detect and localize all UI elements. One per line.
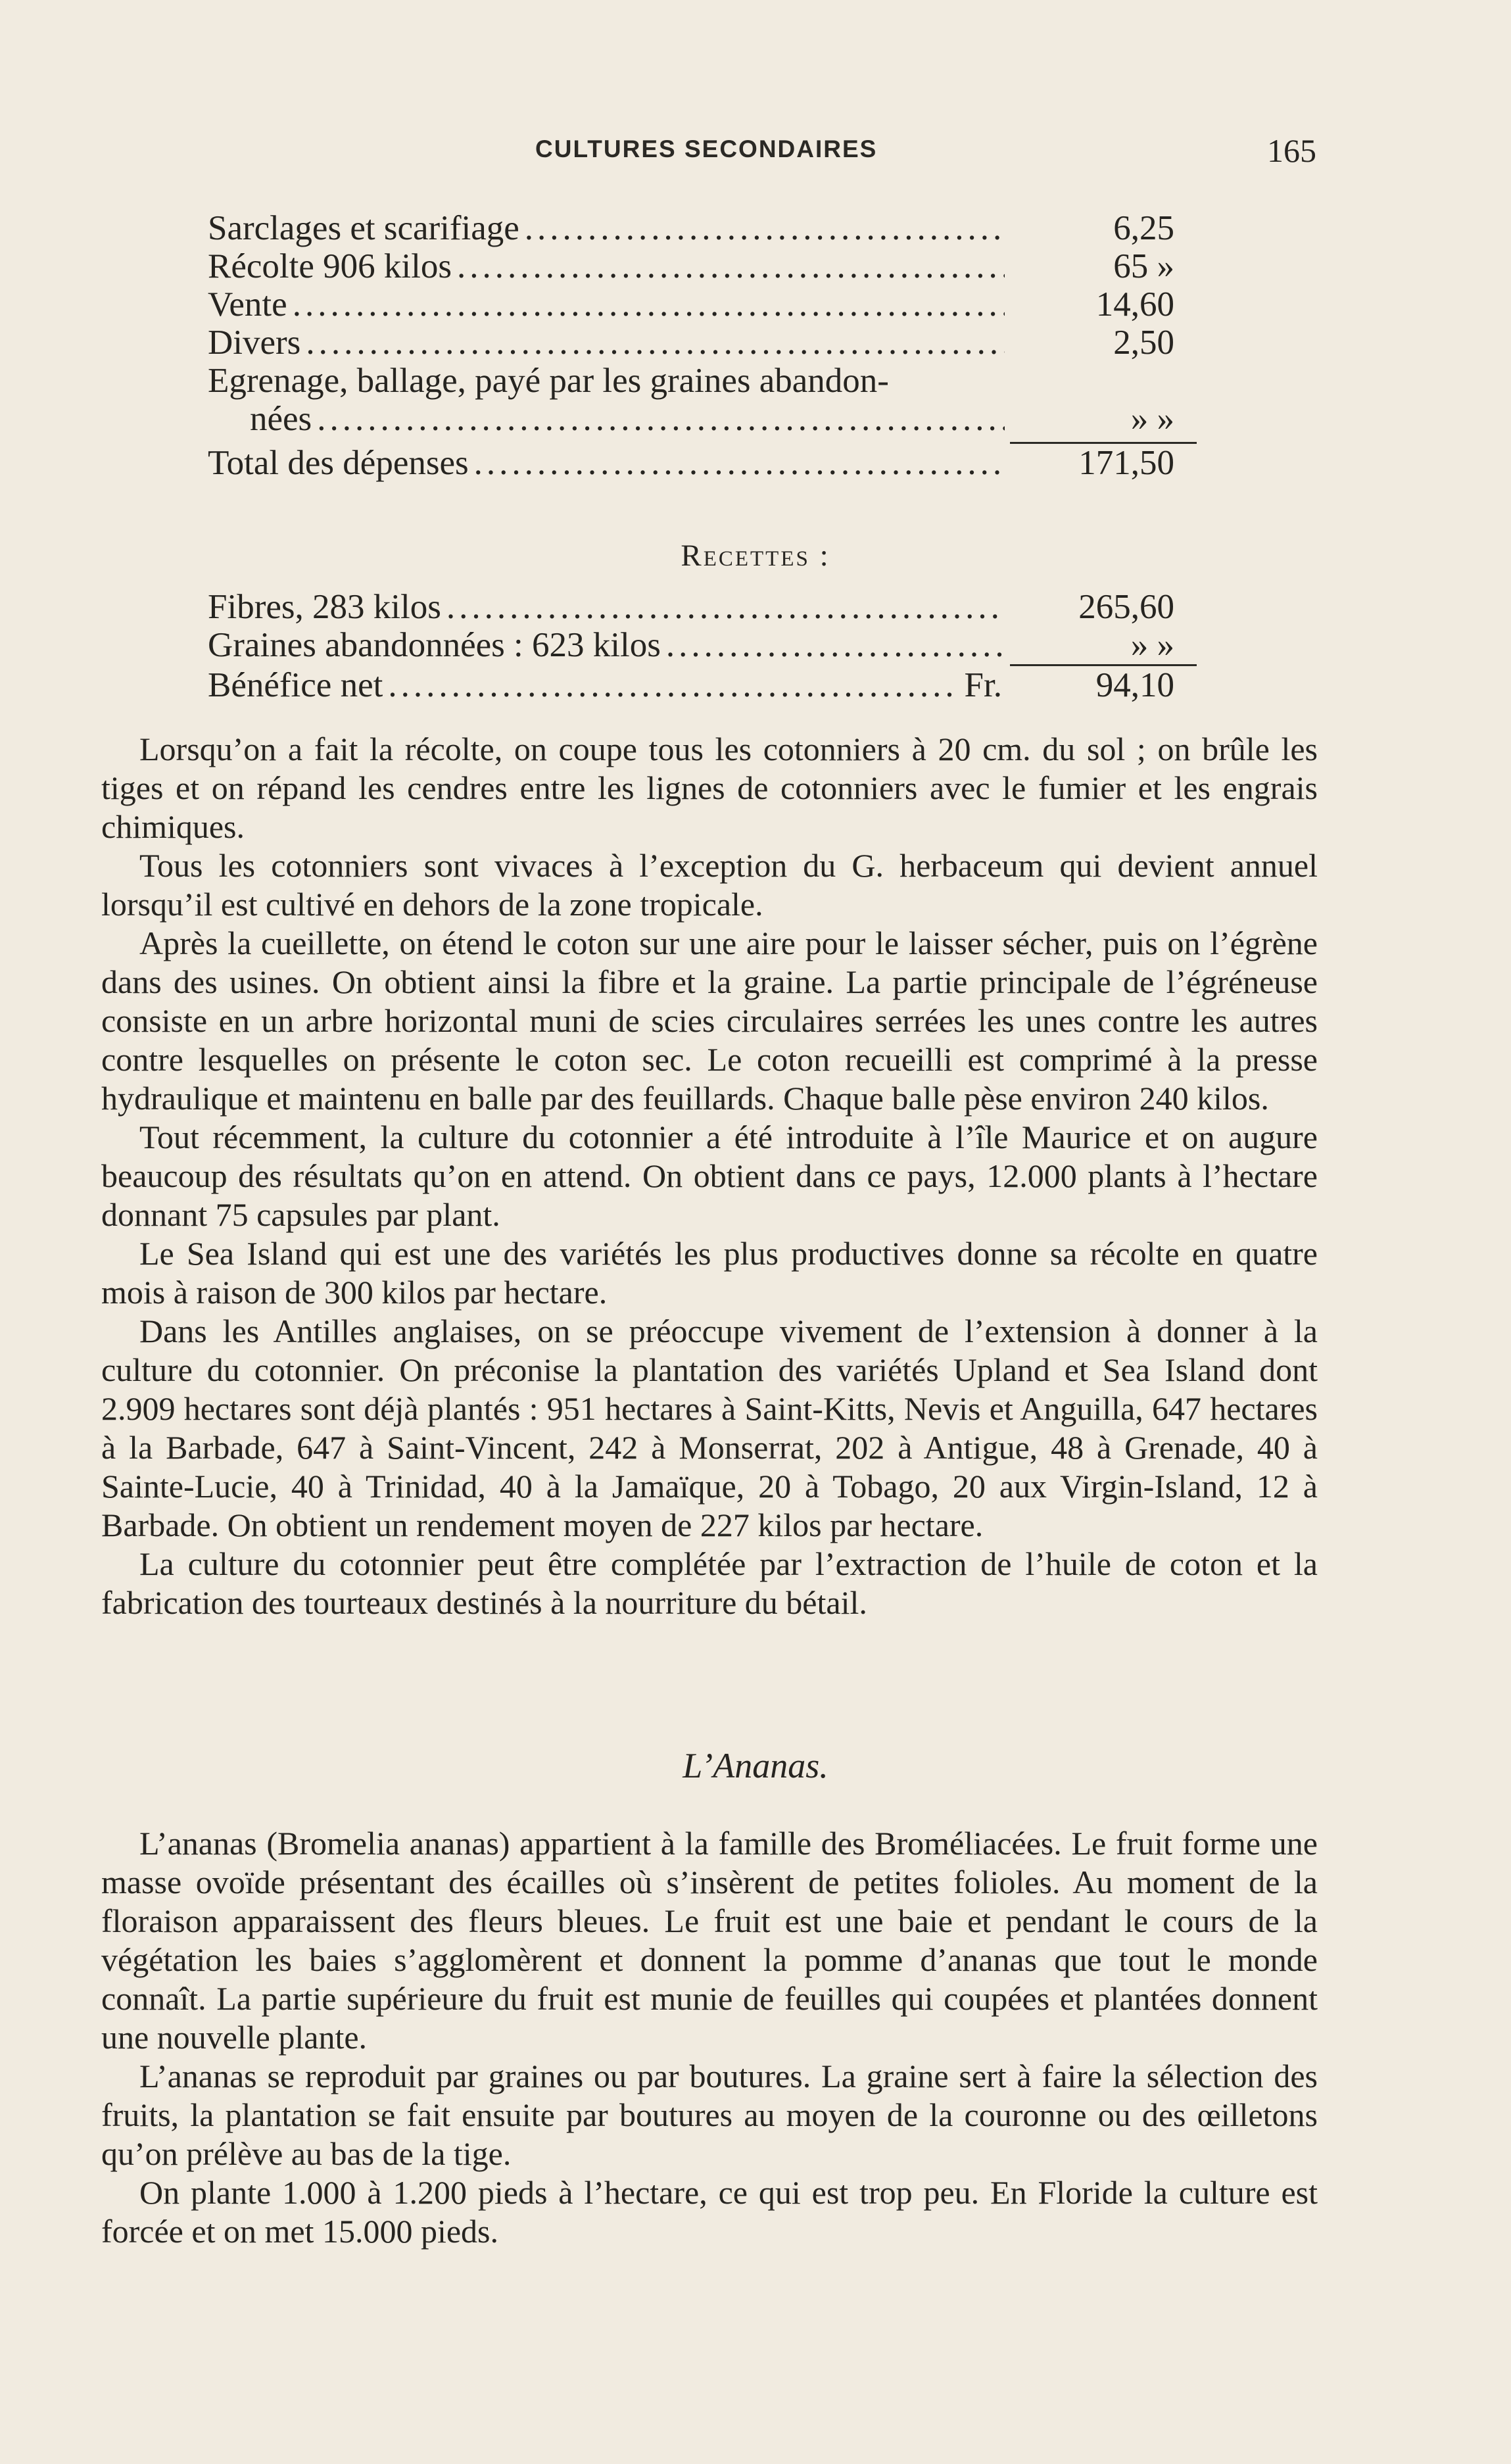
ledger-row bbox=[208, 588, 1197, 626]
ledger-label: Sarclages et scarifiage bbox=[208, 209, 519, 247]
ledger-label: Fibres, 283 kilos bbox=[208, 588, 441, 626]
ledger-label: Egrenage, ballage, payé par les graines abandon- bbox=[208, 362, 889, 400]
ledger-row bbox=[208, 362, 1197, 400]
ledger-total-value: 171,50 bbox=[1010, 442, 1197, 482]
ledger-row bbox=[208, 285, 1197, 324]
page-number: 165 bbox=[1267, 132, 1316, 169]
ledger-total-row bbox=[208, 442, 1197, 480]
ledger-value: » » bbox=[1130, 400, 1174, 438]
ledger-label: Bénéfice net bbox=[208, 666, 383, 704]
paragraph: Tous les cotonniers sont vivaces à l’exception du G. herbaceum qui devient annuel lorsqu’il est cultivé en dehors de la zone tropicale. bbox=[101, 847, 1318, 923]
ledger-row bbox=[208, 247, 1197, 285]
paragraph: Dans les Antilles anglaises, on se préoccupe vivement de l’extension à donner à la culture du cotonnier. On préconise la plantation des variétés Upland et Sea Island dont 2.909 hectares sont déjà plantés : 951 hectares à Saint-Kitts, Nevis et Anguilla, 647 hectares à la Barbade, 647 à Saint-Vincent, 242 à Monserrat, 202 à Antigue, 48 à Grenade, 40 à Sainte-Lucie, 40 à Trinidad, 40 à la Jamaïque, 20 à Tobago, 20 aux Virgin-Island, 12 à Barbade. On obtient un rendement moyen de 227 kilos par hectare. bbox=[101, 1313, 1318, 1543]
paragraph: La culture du cotonnier peut être complétée par l’extraction de l’huile de coton et la fabrication des tourteaux destinés à la nourriture du bétail. bbox=[101, 1545, 1318, 1621]
paragraph: On plante 1.000 à 1.200 pieds à l’hectare, ce qui est trop peu. En Floride la culture est forcée et on met 15.000 pieds. bbox=[101, 2174, 1318, 2250]
paragraph: Après la cueillette, on étend le coton sur une aire pour le laisser sécher, puis on l’égrène dans des usines. On obtient ainsi la fibre et la graine. La partie principale de l’égréneuse consiste en un arbre horizontal muni de scies circulaires serrées les unes contre les autres contre lesquelles on présente le coton sec. Le coton recueilli est comprimé à la presse hydraulique et maintenu en balle par des feuillards. Chaque balle pèse environ 240 kilos. bbox=[101, 925, 1318, 1117]
running-title: CULTURES SECONDAIRES bbox=[535, 135, 878, 162]
ledger-label-continuation: nées bbox=[250, 400, 312, 438]
ledger-row bbox=[208, 400, 1197, 438]
ledger-value: 265,60 bbox=[1078, 588, 1174, 626]
ledger-row bbox=[208, 626, 1197, 664]
receipts-ledger bbox=[208, 588, 1197, 702]
leader-dots bbox=[388, 666, 959, 704]
leader-dots bbox=[446, 588, 1005, 626]
ledger-label: Divers bbox=[208, 324, 301, 362]
ledger-label: Récolte 906 kilos bbox=[208, 247, 452, 285]
ledger-value: » » bbox=[1130, 626, 1174, 664]
leader-dots bbox=[306, 324, 1005, 362]
paragraph: Le Sea Island qui est une des variétés les plus productives donne sa récolte en quatre mois à raison de 300 kilos par hectare. bbox=[101, 1235, 1318, 1311]
paragraph: Tout récemment, la culture du cotonnier a été introduite à l’île Maurice et on augure beaucoup des résultats qu’on en attend. On obtient dans ce pays, 12.000 plants à l’hectare donnant 75 capsules par plant. bbox=[101, 1119, 1318, 1233]
ledger-value: 6,25 bbox=[1113, 209, 1174, 247]
paragraph: L’ananas (Bromelia ananas) appartient à la famille des Broméliacées. Le fruit forme une masse ovoïde présentant des écailles où s’insèrent de petites folioles. Au moment de la floraison apparaissent des fleurs bleues. Le fruit est une baie et pendant le cours de la végétation les baies s’agglomèrent et donnent la pomme d’ananas que tout le monde connaît. La partie supérieure du fruit est munie de feuilles qui coupées et plantées donnent une nouvelle plante. bbox=[101, 1825, 1318, 2056]
paragraph: Lorsqu’on a fait la récolte, on coupe tous les cotonniers à 20 cm. du sol ; on brûle les tiges et on répand les cendres entre les lignes de cotonniers avec le fumier et les engrais chimiques. bbox=[101, 731, 1318, 845]
currency-label: Fr. bbox=[964, 666, 1002, 704]
leader-dots bbox=[457, 247, 1005, 285]
receipts-heading: Recettes : bbox=[681, 539, 830, 573]
ledger-value: 2,50 bbox=[1113, 324, 1174, 362]
ledger-label: Total des dépenses bbox=[208, 444, 469, 482]
ledger-row bbox=[208, 209, 1197, 247]
ledger-value: 14,60 bbox=[1095, 285, 1174, 324]
pineapple-text bbox=[101, 1824, 1318, 2251]
ledger-total-value: 94,10 bbox=[1010, 664, 1197, 704]
expenses-ledger bbox=[208, 209, 1197, 480]
leader-dots bbox=[525, 209, 1005, 247]
ledger-row bbox=[208, 664, 1197, 702]
ledger-label: Graines abandonnées : 623 kilos bbox=[208, 626, 661, 664]
ledger-row bbox=[208, 324, 1197, 362]
ledger-value: 65 » bbox=[1113, 247, 1174, 285]
leader-dots bbox=[317, 400, 1005, 438]
leader-dots bbox=[293, 285, 1005, 324]
leader-dots bbox=[474, 444, 1005, 482]
ledger-label: Vente bbox=[208, 285, 287, 324]
cotton-text bbox=[101, 730, 1318, 1622]
section-heading: L’Ananas. bbox=[683, 1746, 828, 1785]
leader-dots bbox=[666, 626, 1005, 664]
paragraph: L’ananas se reproduit par graines ou par boutures. La graine sert à faire la sélection des fruits, la plantation se fait ensuite par boutures au moyen de la couronne ou des œilletons qu’on prélève au bas de la tige. bbox=[101, 2058, 1318, 2172]
